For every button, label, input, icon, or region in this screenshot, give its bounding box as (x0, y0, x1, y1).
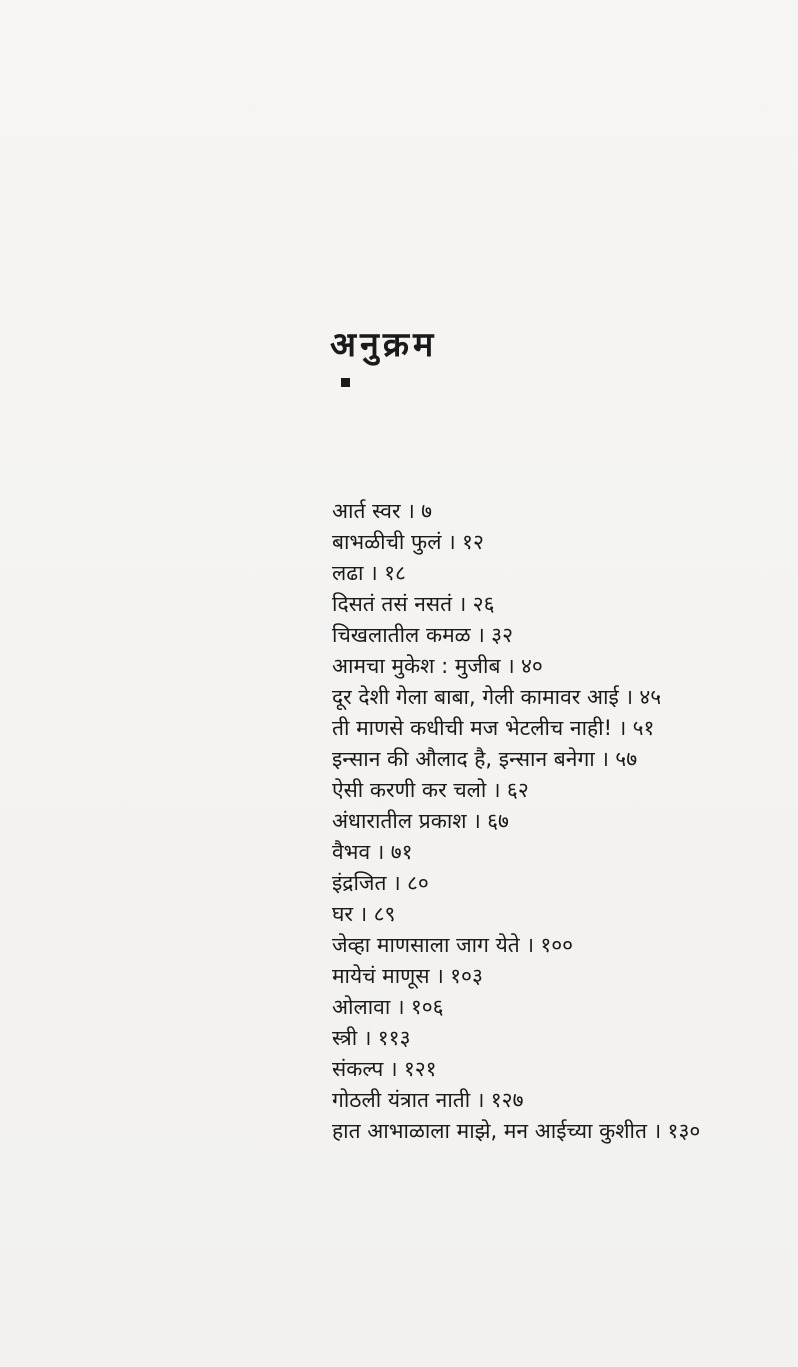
toc-entry (332, 775, 700, 806)
toc-entry-separator: । (506, 654, 515, 678)
toc-entry (332, 496, 700, 527)
toc-entry-page: १३० (667, 1119, 701, 1143)
toc-entry-page: ६२ (506, 778, 529, 802)
toc-entry-page: १२७ (490, 1088, 524, 1112)
contents-heading: अनुक्रम (330, 325, 438, 365)
toc-entry-page: ४० (521, 654, 543, 678)
toc-entry (332, 682, 700, 713)
toc-entry (332, 713, 700, 744)
toc-entry (332, 930, 700, 961)
toc-entry-separator: । (476, 623, 485, 647)
toc-entry-page: ४५ (639, 685, 662, 709)
toc-entry-separator: । (359, 902, 368, 926)
toc-entry-separator: । (369, 561, 378, 585)
toc-entry (332, 837, 700, 868)
toc-entry-title: ऐसी करणी कर चलो (332, 778, 487, 802)
toc-entry-page: ३२ (491, 623, 514, 647)
toc-entry-separator: । (476, 1088, 485, 1112)
toc-entry-separator: । (447, 530, 456, 554)
toc-entry-separator: । (618, 716, 627, 740)
toc-entry-title: ओलावा (332, 995, 391, 1019)
toc-entry (332, 992, 700, 1023)
toc-entry-separator: । (392, 871, 401, 895)
toc-entry-separator: । (601, 747, 609, 771)
toc-entry-separator: । (653, 1119, 662, 1143)
toc-entry (332, 651, 700, 682)
toc-entry (332, 1085, 700, 1116)
toc-entry-title: चिखलातील कमळ (332, 623, 471, 647)
toc-entry-title: दिसतं तसं नसतं (332, 592, 453, 616)
toc-entry (332, 868, 700, 899)
toc-entry-separator: । (458, 592, 467, 616)
toc-entry-separator: । (435, 964, 444, 988)
toc-entry-title: आर्त स्वर (332, 499, 401, 523)
toc-entry (332, 558, 700, 589)
toc-entry-title: हात आभाळाला माझे, मन आईच्या कुशीत (332, 1119, 647, 1143)
toc-entry-separator: । (363, 1026, 372, 1050)
toc-entry-page: ११३ (377, 1026, 411, 1050)
toc-entry-title: वैभव (332, 840, 371, 864)
toc-entry-page: ६७ (487, 809, 509, 833)
toc-entry-title: घर (332, 902, 353, 926)
toc-entry-title: अंधारातील प्रकाश (332, 809, 467, 833)
toc-entry-title: ती माणसे कधीची मज भेटलीच नाही! (332, 716, 613, 740)
toc-entry-page: ५७ (615, 747, 638, 771)
toc-entry-page: ७ (421, 499, 433, 523)
toc-entry-title: आमचा मुकेश : मुजीब (332, 654, 501, 678)
toc-entry-title: इन्सान की औलाद है, इन्सान बनेगा (332, 747, 595, 771)
toc-entry (332, 589, 700, 620)
toc-entry (332, 527, 700, 558)
toc-entry-page: १०० (540, 933, 574, 957)
toc-entry-title: बाभळीची फुलं (332, 530, 442, 554)
toc-entry-separator: । (389, 1057, 398, 1081)
toc-entry (332, 1116, 700, 1147)
toc-entry (332, 899, 700, 930)
toc-entry-page: ८० (407, 871, 429, 895)
toc-entry (332, 1023, 700, 1054)
toc-entry-separator: । (406, 499, 415, 523)
toc-entry-page: १८ (384, 561, 406, 585)
toc-entry (332, 961, 700, 992)
toc-entry-title: स्त्री (332, 1026, 358, 1050)
table-of-contents (332, 496, 700, 1147)
toc-entry (332, 1054, 700, 1085)
toc-entry-page: २६ (472, 592, 495, 616)
toc-entry-separator: । (376, 840, 385, 864)
toc-entry-page: ७१ (390, 840, 413, 864)
toc-entry-separator: । (396, 995, 405, 1019)
toc-entry-page: ८९ (373, 902, 396, 926)
toc-entry (332, 620, 700, 651)
toc-entry-page: १०३ (450, 964, 483, 988)
toc-entry (332, 744, 700, 775)
toc-entry-title: मायेचं माणूस (332, 964, 430, 988)
toc-entry-page: १२ (462, 530, 484, 554)
toc-entry-separator: । (625, 685, 634, 709)
toc-entry-title: जेव्हा माणसाला जाग येते (332, 933, 520, 957)
square-bullet-icon (341, 378, 350, 387)
toc-entry-title: इंद्रजित (332, 871, 387, 895)
toc-entry-title: संकल्प (332, 1057, 384, 1081)
toc-entry-page: ५१ (632, 716, 655, 740)
toc-entry (332, 806, 700, 837)
toc-entry-title: गोठली यंत्रात नाती (332, 1088, 471, 1112)
contents-heading-block (330, 325, 438, 365)
toc-entry-separator: । (472, 809, 481, 833)
toc-entry-separator: । (492, 778, 501, 802)
toc-entry-title: लढा (332, 561, 364, 585)
toc-entry-separator: । (526, 933, 535, 957)
toc-entry-title: दूर देशी गेला बाबा, गेली कामावर आई (332, 685, 619, 709)
toc-entry-page: १२१ (403, 1057, 437, 1081)
toc-entry-page: १०६ (410, 995, 444, 1019)
